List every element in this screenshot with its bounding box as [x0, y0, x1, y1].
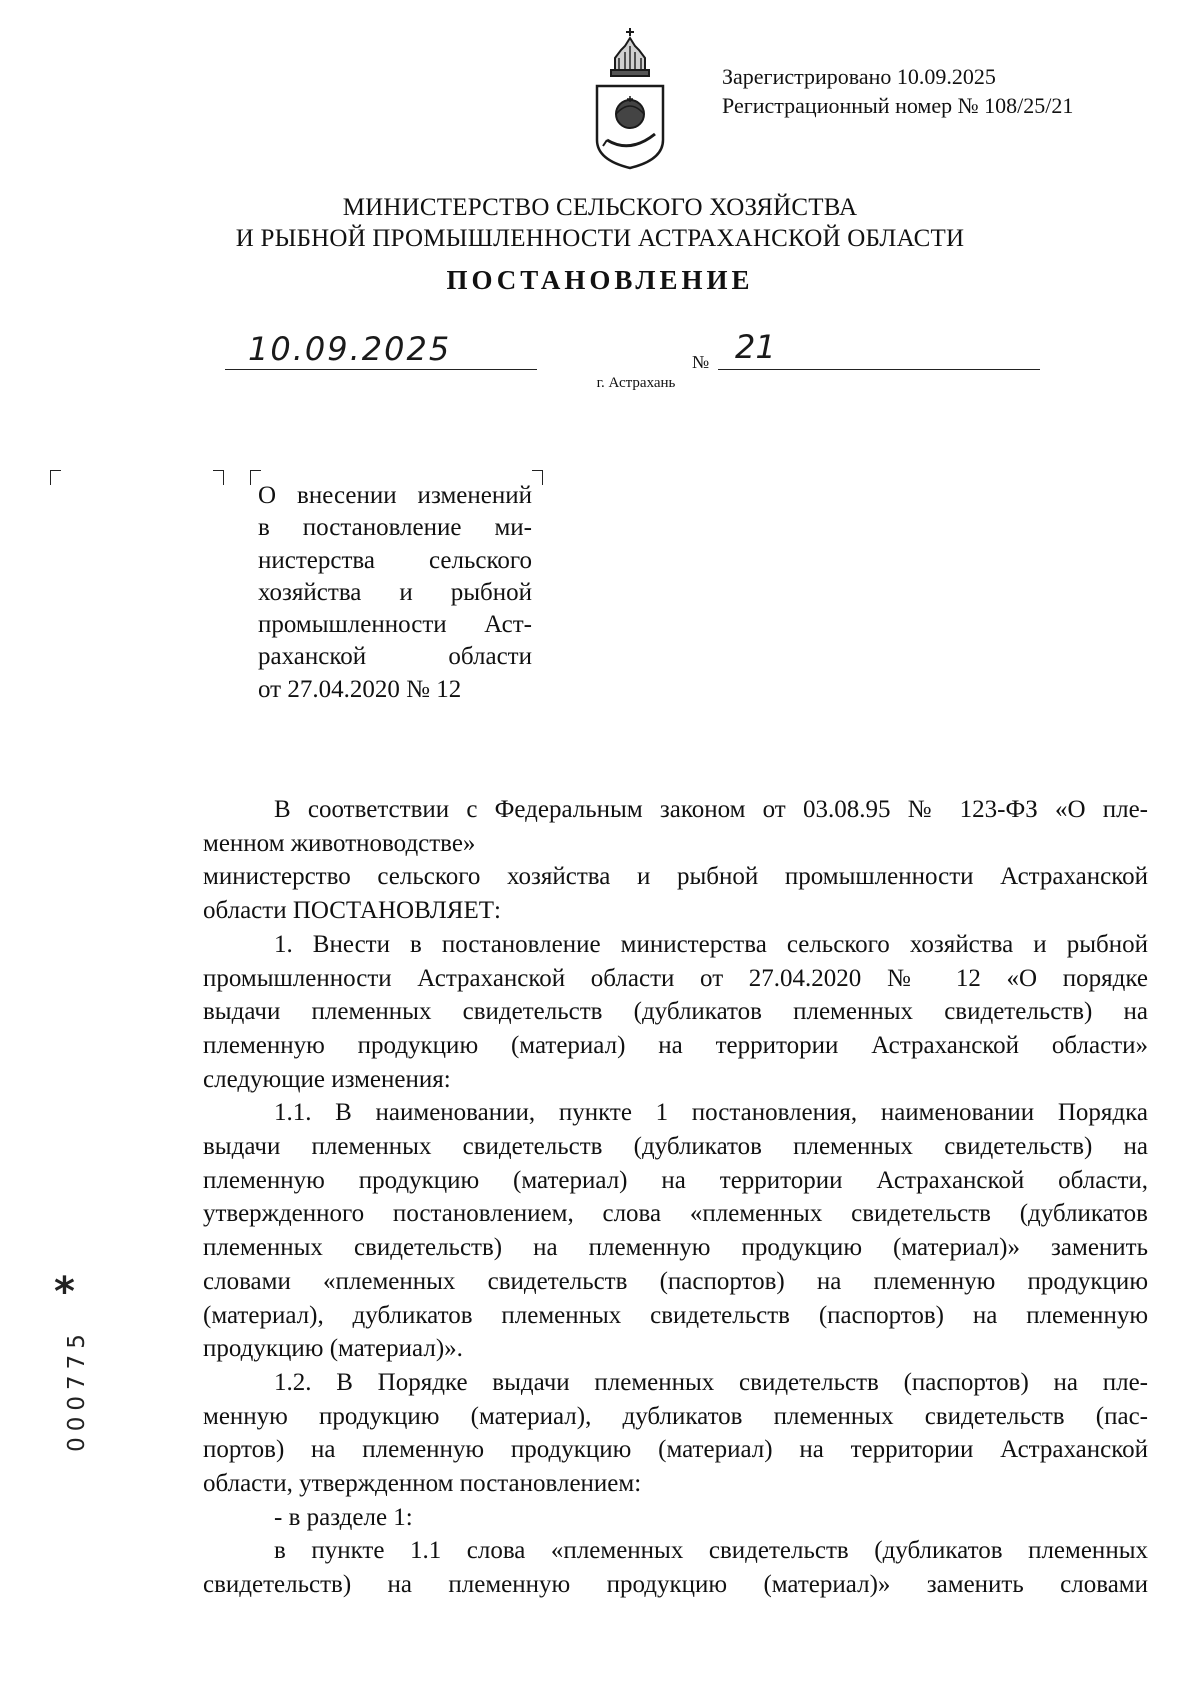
- body-line: следующие изменения:: [203, 1065, 451, 1093]
- side-serial-code: [60, 1295, 94, 1485]
- ministry-line-1: МИНИСТЕРСТВО СЕЛЬСКОГО ХОЗЯЙСТВА: [342, 194, 858, 221]
- subject-line: раханской области: [258, 643, 532, 671]
- body-line: племенную продукцию (материал) на территории Астраханской области,: [203, 1166, 1148, 1194]
- subject-line: от 27.04.2020 № 12: [258, 675, 462, 703]
- body-line: 1. Внести в постановление министерства сельского хозяйства и рыбной: [274, 930, 1148, 958]
- subject-line: промышленности Аст-: [258, 611, 532, 639]
- city-label: г. Астрахань: [596, 375, 676, 391]
- subject-corner-mark-right: [532, 470, 543, 485]
- subject-corner-mark-left: [213, 470, 224, 485]
- body-line: утвержденного постановлением, слова «племенных свидетельств (дубликатов: [203, 1200, 1148, 1228]
- document-type-title: ПОСТАНОВЛЕНИЕ: [446, 265, 754, 295]
- body-line: словами «племенных свидетельств (паспортов) на племенную продукцию: [203, 1267, 1148, 1295]
- body-line: промышленности Астраханской области от 27.04.2020 № 12 «О порядке: [203, 964, 1148, 992]
- margin-corner-mark: [50, 470, 61, 485]
- body-line: менную продукцию (материал), дубликатов племенных свидетельств (пас-: [203, 1402, 1148, 1430]
- body-line: племенную продукцию (материал) на территории Астраханской области»: [203, 1031, 1148, 1059]
- subject-line: хозяйства и рыбной: [258, 578, 532, 606]
- ministry-line-2: И РЫБНОЙ ПРОМЫШЛЕННОСТИ АСТРАХАНСКОЙ ОБЛАСТИ: [235, 225, 965, 252]
- document-subject: [258, 480, 532, 706]
- body-line: менном животноводстве»: [203, 829, 476, 857]
- handwritten-date: 10.09.2025: [248, 330, 452, 368]
- subject-line: в постановление ми-: [258, 514, 532, 542]
- body-line: выдачи племенных свидетельств (дубликатов племенных свидетельств) на: [203, 998, 1148, 1026]
- body-line: области, утвержденном постановлением:: [203, 1470, 642, 1498]
- body-line: министерство сельского хозяйства и рыбной промышленности Астраханской: [203, 863, 1148, 891]
- body-line: портов) на племенную продукцию (материал) на территории Астраханской: [203, 1436, 1148, 1464]
- ministry-name: [0, 192, 1200, 254]
- registration-date: Зарегистрировано 10.09.2025: [722, 64, 996, 89]
- registration-number: Регистрационный номер № 108/25/21: [722, 93, 1074, 118]
- subject-line: нистерства сельского: [258, 546, 532, 574]
- body-line: - в разделе 1:: [274, 1503, 413, 1531]
- side-asterisk-mark: *: [54, 1269, 75, 1315]
- registration-stamp: [722, 62, 1073, 120]
- body-line: продукцию (материал)».: [203, 1335, 463, 1363]
- body-line: (материал), дубликатов племенных свидетельств (паспортов) на племенную: [203, 1301, 1148, 1329]
- coat-of-arms-icon: [585, 22, 675, 172]
- body-line: выдачи племенных свидетельств (дубликатов племенных свидетельств) на: [203, 1133, 1148, 1161]
- body-line: племенных свидетельств) на племенную продукцию (материал)» заменить: [203, 1234, 1148, 1262]
- body-line: 1.2. В Порядке выдачи племенных свидетельств (паспортов) на пле-: [274, 1368, 1148, 1396]
- side-serial-number: 000775: [64, 1328, 90, 1452]
- document-body: [203, 793, 1148, 1602]
- handwritten-number: 21: [735, 328, 776, 366]
- body-line: в пункте 1.1 слова «племенных свидетельств (дубликатов племенных: [274, 1537, 1148, 1565]
- body-line: области ПОСТАНОВЛЯЕТ:: [203, 897, 501, 925]
- subject-line: О внесении изменений: [258, 482, 532, 509]
- body-line: свидетельств) на племенную продукцию (материал)» заменить словами: [203, 1571, 1148, 1599]
- number-sign: №: [692, 352, 710, 372]
- body-line: В соответствии с Федеральным законом от 03.08.95 № 123-ФЗ «О пле-: [274, 796, 1148, 823]
- body-line: 1.1. В наименовании, пункте 1 постановления, наименовании Порядка: [274, 1099, 1148, 1127]
